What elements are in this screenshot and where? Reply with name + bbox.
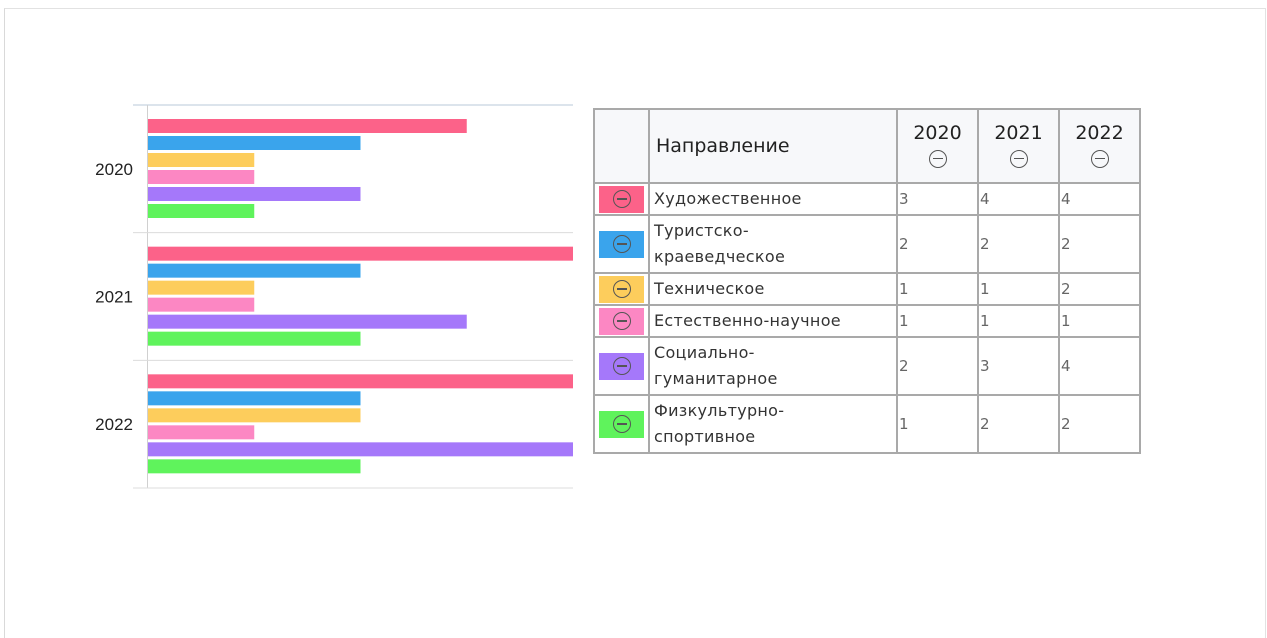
table-header-row — [594, 109, 1140, 183]
year-label: 2021 — [994, 122, 1043, 144]
bar — [148, 315, 467, 329]
series-color-swatch[interactable] — [599, 353, 644, 380]
year-column-header — [978, 109, 1059, 183]
direction-label: спортивное — [654, 427, 756, 446]
series-color-swatch[interactable] — [599, 276, 644, 303]
bar — [148, 391, 361, 405]
table-row — [594, 395, 1140, 453]
value-cell: 3 — [978, 337, 1059, 395]
color-cell — [594, 183, 649, 215]
bar — [148, 459, 361, 473]
data-table — [593, 108, 1141, 454]
direction-cell — [649, 337, 897, 395]
value-cell: 2 — [897, 215, 978, 273]
direction-label: Художественное — [654, 189, 802, 208]
color-cell — [594, 395, 649, 453]
direction-cell — [649, 215, 897, 273]
value-cell: 1 — [978, 305, 1059, 337]
direction-cell — [649, 305, 897, 337]
table-row — [594, 305, 1140, 337]
minus-circle-icon[interactable] — [1010, 150, 1028, 168]
minus-circle-icon[interactable] — [613, 312, 631, 330]
bar — [148, 442, 573, 456]
value-cell: 2 — [978, 215, 1059, 273]
table-row — [594, 337, 1140, 395]
direction-label: Туристско- — [654, 221, 749, 240]
category-tick-label: 2020 — [95, 159, 133, 179]
direction-cell — [649, 183, 897, 215]
value-cell: 2 — [978, 395, 1059, 453]
minus-circle-icon[interactable] — [613, 190, 631, 208]
year-column-header — [1059, 109, 1140, 183]
bar — [148, 119, 467, 133]
bar — [148, 264, 361, 278]
value-cell: 4 — [1059, 337, 1140, 395]
direction-label: гуманитарное — [654, 369, 778, 388]
table-row — [594, 273, 1140, 305]
bar — [148, 332, 361, 346]
value-cell: 1 — [897, 395, 978, 453]
year-label: 2020 — [913, 122, 962, 144]
direction-label: краеведческое — [654, 247, 786, 266]
value-cell: 2 — [1059, 273, 1140, 305]
color-column-header — [594, 109, 649, 183]
direction-label: Техническое — [654, 279, 765, 298]
color-cell — [594, 337, 649, 395]
bar-chart — [0, 0, 590, 500]
bar — [148, 170, 254, 184]
value-cell: 1 — [1059, 305, 1140, 337]
series-color-swatch[interactable] — [599, 231, 644, 258]
table-row — [594, 183, 1140, 215]
table-row — [594, 215, 1140, 273]
category-tick-label: 2022 — [95, 415, 133, 435]
direction-label: Социально- — [654, 343, 755, 362]
direction-label: Естественно-научное — [654, 311, 841, 330]
color-cell — [594, 305, 649, 337]
bar — [148, 408, 361, 422]
direction-cell — [649, 273, 897, 305]
year-label: 2022 — [1075, 122, 1124, 144]
minus-circle-icon[interactable] — [613, 235, 631, 253]
value-cell: 1 — [978, 273, 1059, 305]
value-cell: 3 — [897, 183, 978, 215]
direction-label: Физкультурно- — [654, 401, 785, 420]
color-cell — [594, 215, 649, 273]
value-cell: 4 — [978, 183, 1059, 215]
bar — [148, 153, 254, 167]
direction-cell — [649, 395, 897, 453]
bar — [148, 374, 573, 388]
value-cell: 1 — [897, 273, 978, 305]
value-cell: 4 — [1059, 183, 1140, 215]
value-cell: 2 — [897, 337, 978, 395]
minus-circle-icon[interactable] — [613, 357, 631, 375]
bar — [148, 187, 361, 201]
value-cell: 2 — [1059, 215, 1140, 273]
series-color-swatch[interactable] — [599, 308, 644, 335]
bar — [148, 204, 254, 218]
series-color-swatch[interactable] — [599, 411, 644, 438]
category-tick-label: 2021 — [95, 287, 133, 307]
color-cell — [594, 273, 649, 305]
minus-circle-icon[interactable] — [929, 150, 947, 168]
bar — [148, 281, 254, 295]
bar — [148, 425, 254, 439]
value-cell: 1 — [897, 305, 978, 337]
minus-circle-icon[interactable] — [613, 280, 631, 298]
minus-circle-icon[interactable] — [613, 415, 631, 433]
direction-column-header: Направление — [649, 109, 897, 183]
year-column-header — [897, 109, 978, 183]
bar — [148, 247, 573, 261]
value-cell: 2 — [1059, 395, 1140, 453]
minus-circle-icon[interactable] — [1091, 150, 1109, 168]
bar — [148, 298, 254, 312]
series-color-swatch[interactable] — [599, 186, 644, 213]
bar — [148, 136, 361, 150]
